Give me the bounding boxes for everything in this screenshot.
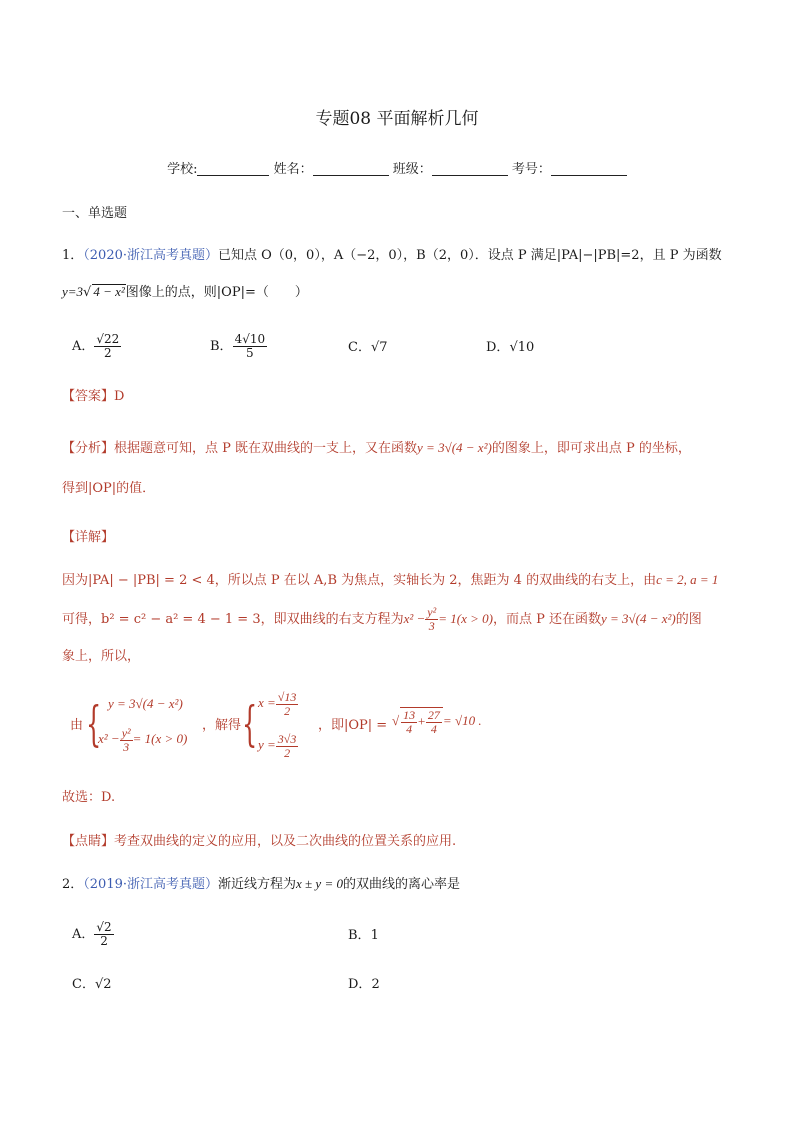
q1-stem-b: 图像上的点，则|OP|=（ ） bbox=[125, 285, 308, 300]
section-heading: 一、单选题 bbox=[62, 206, 128, 221]
q1-option-c[interactable] bbox=[348, 338, 388, 358]
analysis-tag: 【分析】 bbox=[62, 441, 115, 456]
analysis-text-b: 的图象上，即可求出点 P 的坐标， bbox=[491, 441, 691, 456]
op-result bbox=[392, 706, 482, 736]
system2-line1 bbox=[258, 688, 298, 718]
q2-number: 2． bbox=[62, 877, 84, 892]
exam-no-blank[interactable] bbox=[551, 161, 627, 176]
q2-option-a-label: A． bbox=[72, 927, 95, 942]
system-solve-text: ，解得 bbox=[202, 718, 242, 733]
op-equals: = √10 . bbox=[442, 713, 482, 728]
name-label: 姓名： bbox=[273, 162, 313, 177]
detail-line2 bbox=[62, 604, 702, 635]
op-frac-1 bbox=[401, 709, 417, 736]
q1-option-b-label: B． bbox=[210, 339, 233, 354]
q1-option-c-label: C． bbox=[348, 340, 371, 355]
detail-line2-text-b: ，而点 P 还在函数 bbox=[492, 612, 601, 627]
op-result-radicand bbox=[400, 707, 443, 736]
q2-option-b-value: 1 bbox=[370, 928, 379, 943]
q2-option-a-frac bbox=[94, 921, 113, 948]
answer-value: D bbox=[114, 389, 125, 404]
op-frac-1-num: 13 bbox=[403, 707, 416, 722]
detail-line2-fn: y = 3√(4 − x²) bbox=[600, 611, 676, 626]
q2-stem-b: 的双曲线的离心率是 bbox=[342, 877, 460, 892]
q1-option-a-num: √22 bbox=[96, 332, 120, 346]
q1-stem-line1 bbox=[62, 246, 722, 266]
analysis-fn: y = 3√(4 − x²) bbox=[417, 440, 492, 455]
detail-line2-eq-frac bbox=[425, 606, 438, 633]
q2-stem bbox=[62, 874, 460, 895]
detail-line2-eq-pre: x² − bbox=[403, 611, 426, 626]
q1-option-c-value: √7 bbox=[370, 340, 388, 355]
name-blank[interactable] bbox=[313, 161, 389, 176]
q2-option-c-label: C． bbox=[72, 977, 95, 992]
q2-option-a-den: 2 bbox=[100, 934, 108, 948]
q1-source: （2020·浙江高考真题） bbox=[83, 248, 218, 263]
detail-line2-eq-num: y² bbox=[427, 605, 437, 619]
system-ji-text: ，即|OP| = bbox=[318, 718, 388, 733]
comment-tag: 【点睛】 bbox=[62, 834, 115, 849]
q2-option-c-value: √2 bbox=[94, 977, 112, 992]
system1-line2-num: y² bbox=[121, 725, 131, 740]
system1-line2-pre: x² − bbox=[98, 731, 120, 746]
brace-left-1: { bbox=[86, 696, 102, 752]
system1-line2 bbox=[98, 724, 187, 754]
system2-line2 bbox=[258, 730, 298, 760]
exam-no-label: 考号： bbox=[511, 162, 551, 177]
system1-line1: y = 3√(4 − x²) bbox=[108, 696, 183, 711]
q1-analysis-line1 bbox=[62, 438, 691, 459]
school-blank[interactable] bbox=[197, 161, 269, 176]
detail-tag: 【详解】 bbox=[62, 530, 115, 545]
q1-stem-line2: y=3√ 4 − x²图像上的点，则|OP|=（ ） bbox=[62, 284, 308, 300]
op-plus: + bbox=[417, 713, 426, 728]
q1-stem-fn-radicand: 4 − x² bbox=[93, 284, 125, 299]
q1-option-d[interactable] bbox=[486, 338, 534, 358]
comment-text: 考查双曲线的定义的应用，以及二次曲线的位置关系的应用. bbox=[114, 834, 457, 849]
system2-line2-pre: y = bbox=[258, 737, 276, 752]
detail-line2-text-c: 的图 bbox=[675, 612, 702, 627]
system1-line2-den: 3 bbox=[123, 739, 130, 754]
detail-line2-eq-den: 3 bbox=[428, 619, 435, 633]
system1-line2-frac bbox=[120, 727, 133, 754]
class-blank[interactable] bbox=[432, 161, 508, 176]
detail-line3: 象上，所以， bbox=[62, 649, 141, 664]
q2-option-b[interactable] bbox=[348, 926, 379, 946]
system-you: 由 bbox=[70, 718, 84, 733]
system2-line1-num: √13 bbox=[277, 689, 297, 704]
op-frac-2-num: 27 bbox=[427, 707, 440, 722]
q1-option-b[interactable] bbox=[210, 332, 267, 362]
op-frac-1-den: 4 bbox=[406, 721, 413, 736]
answer-tag: 【答案】 bbox=[62, 389, 115, 404]
school-label: 学校: bbox=[167, 162, 198, 177]
op-frac-2 bbox=[426, 709, 442, 736]
q2-source: （2019·浙江高考真题） bbox=[83, 877, 218, 892]
q2-option-c[interactable] bbox=[72, 975, 112, 995]
analysis-text-a: 根据题意可知，点 P 既在双曲线的一支上，又在函数 bbox=[114, 441, 418, 456]
q1-option-a-frac bbox=[94, 333, 121, 360]
detail-line1 bbox=[62, 570, 718, 591]
q1-option-a[interactable] bbox=[72, 332, 121, 362]
detail-line2-eq-post: = 1(x > 0) bbox=[438, 611, 493, 626]
q1-option-a-label: A． bbox=[72, 339, 95, 354]
class-label: 班级： bbox=[392, 162, 432, 177]
page-title: 专题08 平面解析几何 bbox=[315, 109, 479, 129]
q1-number: 1． bbox=[62, 248, 84, 263]
q2-stem-a: 渐近线方程为 bbox=[218, 877, 297, 892]
q1-option-b-frac bbox=[233, 333, 268, 360]
detail-line2-text-a: 可得，b² = c² − a² = 4 − 1 = 3，即双曲线的右支方程为 bbox=[62, 612, 404, 627]
detail-line1-text: 因为|PA| − |PB| = 2 < 4，所以点 P 在以 A,B 为焦点，实轴长为 2，焦距为 4 的双曲线的右支上，由 bbox=[62, 573, 657, 588]
system2-line1-frac bbox=[276, 691, 299, 718]
system1-line2-post: = 1(x > 0) bbox=[132, 731, 188, 746]
q1-answer bbox=[62, 387, 124, 407]
system2-line2-frac bbox=[276, 733, 299, 760]
system2-line1-den: 2 bbox=[284, 703, 291, 718]
comment-line bbox=[62, 832, 456, 852]
q2-option-a-num: √2 bbox=[96, 920, 112, 934]
q1-option-b-num: 4√10 bbox=[234, 332, 266, 346]
q1-option-b-den: 5 bbox=[246, 346, 254, 360]
q2-option-b-label: B． bbox=[348, 928, 371, 943]
q2-option-d-value: 2 bbox=[371, 977, 380, 992]
q2-option-d-label: D． bbox=[348, 977, 372, 992]
choose-line: 故选：D. bbox=[62, 790, 116, 805]
q2-option-d[interactable] bbox=[348, 975, 380, 995]
q1-option-a-den: 2 bbox=[104, 346, 112, 360]
q2-option-a[interactable] bbox=[72, 920, 114, 950]
q1-option-d-value: √10 bbox=[509, 340, 535, 355]
brace-left-2: { bbox=[242, 696, 258, 752]
op-result-radical: √ bbox=[392, 713, 400, 728]
system2-line1-pre: x = bbox=[258, 695, 276, 710]
q1-stem-fn-prefix: y=3 bbox=[62, 284, 84, 299]
q1-stem-a: 已知点 O（0，0），A（−2，0），B（2，0）．设点 P 满足|PA|−|PB|=2，且 P 为函数 bbox=[218, 248, 722, 263]
system2-line2-num: 3√3 bbox=[277, 731, 297, 746]
op-frac-2-den: 4 bbox=[430, 721, 437, 736]
q1-option-d-label: D． bbox=[486, 340, 510, 355]
detail-line1-values: c = 2, a = 1 bbox=[656, 572, 719, 587]
q1-analysis-line2: 得到|OP|的值． bbox=[62, 481, 156, 496]
q2-stem-eq: x ± y = 0 bbox=[296, 876, 343, 891]
student-info-line bbox=[0, 158, 794, 177]
system2-line2-den: 2 bbox=[284, 745, 291, 760]
